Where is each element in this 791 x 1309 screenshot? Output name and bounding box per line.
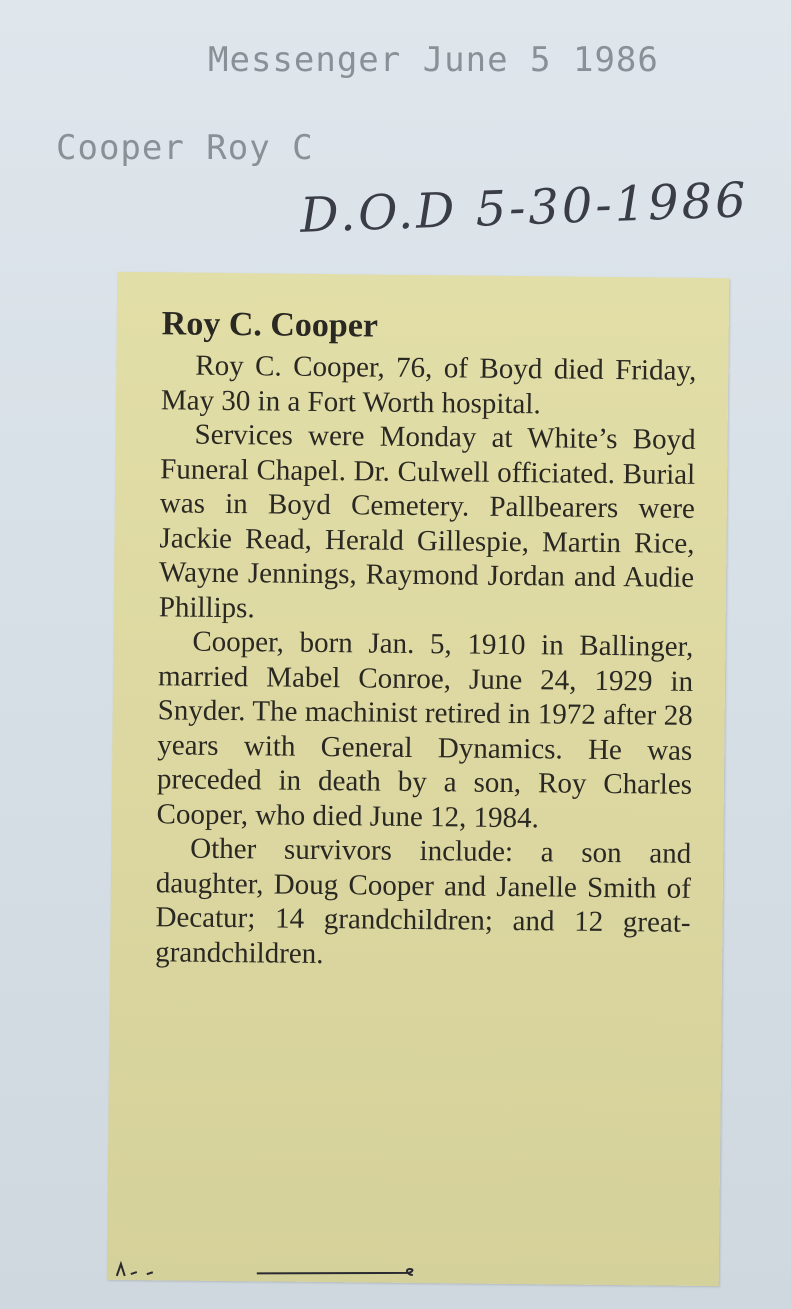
typed-header-name: Cooper Roy C (56, 128, 314, 168)
obituary-body (155, 304, 697, 975)
obituary-paragraph: Services were Monday at White’s Boyd Funeral Chapel. Dr. Culwell officiated. Burial was in Boyd Cemetery. Pallbearers were Jackie Read, Herald Gillespie, Martin Rice, Wayne Jennings, Raymond Jordan and Audie Phillips. (158, 418, 696, 624)
pen-scribble-mark (107, 1258, 719, 1286)
handwritten-date-of-death: D.O.D 5-30-1986 (299, 172, 750, 244)
obituary-paragraph: Other survivors include: a son and daughter, Doug Cooper and Janelle Smith of Decatur; 14 grandchildren; and 12 great-grandchildren. (155, 832, 692, 970)
newspaper-clipping (107, 272, 730, 1286)
obituary-paragraph: Roy C. Cooper, 76, of Boyd died Friday, May 30 in a Fort Worth hospital. (160, 349, 697, 420)
obituary-title: Roy C. Cooper (161, 305, 379, 345)
typed-header-publication: Messenger June 5 1986 (208, 40, 659, 80)
obituary-paragraph: Cooper, born Jan. 5, 1910 in Ballinger, married Mabel Conroe, June 24, 1929 in Snyder. The machinist retired in 1972 after 28 years with General Dynamics. He was preceded in death by a son, Roy Charles Cooper, who died June 12, 1984. (156, 625, 694, 834)
